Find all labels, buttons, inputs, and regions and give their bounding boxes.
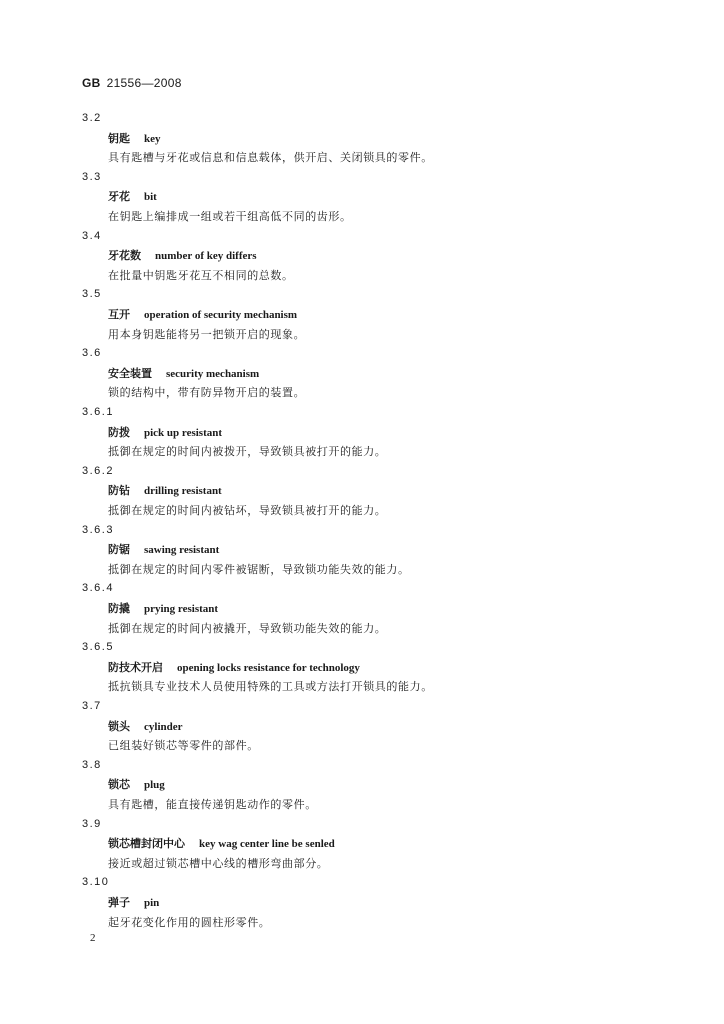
term-definition: 具有匙槽与牙花或信息和信息载体，供开启、关闭锁具的零件。 [108, 151, 433, 165]
term-entry [0, 815, 724, 874]
clause-number: 3.3 [82, 170, 102, 183]
term-chinese: 防锯 [108, 543, 130, 557]
term-heading [0, 775, 724, 795]
term-entry [0, 285, 724, 344]
clause-number: 3.2 [82, 112, 102, 124]
term-heading [0, 599, 724, 619]
term-definition: 在钥匙上编排成一组或若干组高低不同的齿形。 [108, 209, 352, 223]
term-chinese: 钥匙 [108, 131, 130, 145]
clause-number: 3.5 [82, 288, 102, 301]
term-chinese: 锁芯槽封闭中心 [108, 837, 185, 851]
term-english: sawing resistant [144, 544, 220, 557]
clause-number: 3.10 [82, 876, 110, 889]
term-chinese: 弹子 [108, 895, 130, 909]
clause-number: 3.6.3 [82, 523, 114, 536]
term-chinese: 防拨 [108, 425, 130, 439]
term-english: bit [144, 191, 157, 204]
standard-prefix: GB [82, 76, 101, 90]
term-definition: 抵御在规定的时间内被拨开，导致锁具被打开的能力。 [108, 445, 387, 459]
term-chinese: 防技术开启 [108, 660, 163, 674]
clause-number: 3.6.4 [82, 582, 114, 595]
term-chinese: 牙花 [108, 190, 130, 204]
term-english: key [144, 132, 161, 145]
term-entry [0, 638, 724, 697]
term-heading [0, 246, 724, 266]
term-entry [0, 462, 724, 521]
clause-number: 3.8 [82, 758, 102, 771]
clause-number: 3.7 [82, 699, 102, 712]
term-definition: 具有匙槽，能直接传递钥匙动作的零件。 [108, 797, 317, 811]
term-definition: 起牙花变化作用的圆柱形零件。 [108, 915, 271, 929]
term-definition: 已组装好锁芯等零件的部件。 [108, 739, 259, 753]
term-entry [0, 168, 724, 227]
term-definition: 抵抗锁具专业技术人员使用特殊的工具或方法打开锁具的能力。 [108, 680, 433, 694]
term-english: cylinder [144, 720, 183, 733]
term-entry [0, 344, 724, 403]
term-english: number of key differs [155, 250, 257, 263]
standard-code: 21556—2008 [106, 76, 182, 90]
term-heading [0, 305, 724, 325]
term-definition: 用本身钥匙能将另一把锁开启的现象。 [108, 327, 306, 341]
clause-number: 3.6.5 [82, 641, 114, 654]
terms-list [0, 109, 724, 932]
standard-header [82, 76, 182, 90]
term-english: security mechanism [166, 367, 260, 380]
term-heading [0, 893, 724, 913]
clause-number: 3.4 [82, 229, 102, 242]
term-english: operation of security mechanism [144, 308, 298, 321]
term-heading [0, 717, 724, 737]
term-heading [0, 540, 724, 560]
clause-number: 3.6.1 [82, 405, 114, 418]
term-heading [0, 658, 724, 678]
term-chinese: 锁头 [108, 719, 130, 733]
term-english: pin [144, 896, 160, 909]
term-definition: 抵御在规定的时间内被钻坏，导致锁具被打开的能力。 [108, 503, 387, 517]
term-chinese: 防撬 [108, 601, 130, 615]
term-english: prying resistant [144, 602, 219, 615]
term-entry [0, 521, 724, 580]
term-definition: 抵御在规定的时间内零件被锯断，导致锁功能失效的能力。 [108, 562, 410, 576]
term-heading [0, 834, 724, 854]
term-entry [0, 109, 724, 168]
term-chinese: 安全装置 [108, 366, 152, 380]
clause-number: 3.6 [82, 347, 102, 360]
term-chinese: 锁芯 [108, 778, 130, 792]
term-english: drilling resistant [144, 485, 222, 498]
term-definition: 抵御在规定的时间内被撬开，导致锁功能失效的能力。 [108, 621, 387, 635]
term-english: plug [144, 779, 165, 792]
term-chinese: 牙花数 [108, 249, 141, 263]
term-heading [0, 364, 724, 384]
page-number: 2 [90, 932, 96, 944]
term-chinese: 互开 [108, 307, 130, 321]
term-entry [0, 697, 724, 756]
term-english: pick up resistant [144, 426, 223, 439]
term-entry [0, 403, 724, 462]
term-english: key wag center line be senled [199, 838, 335, 851]
term-english: opening locks resistance for technology [177, 661, 360, 674]
term-heading [0, 423, 724, 443]
term-entry [0, 756, 724, 815]
term-entry [0, 579, 724, 638]
clause-number: 3.9 [82, 817, 102, 830]
term-entry [0, 227, 724, 286]
term-chinese: 防钻 [108, 484, 130, 498]
term-heading [0, 481, 724, 501]
term-definition: 在批量中钥匙牙花互不相同的总数。 [108, 268, 294, 282]
term-entry [0, 873, 724, 932]
term-heading [0, 187, 724, 207]
clause-number: 3.6.2 [82, 464, 114, 477]
term-definition: 接近或超过锁芯槽中心线的槽形弯曲部分。 [108, 856, 329, 870]
term-definition: 锁的结构中，带有防异物开启的装置。 [108, 386, 306, 400]
term-heading [0, 129, 724, 149]
